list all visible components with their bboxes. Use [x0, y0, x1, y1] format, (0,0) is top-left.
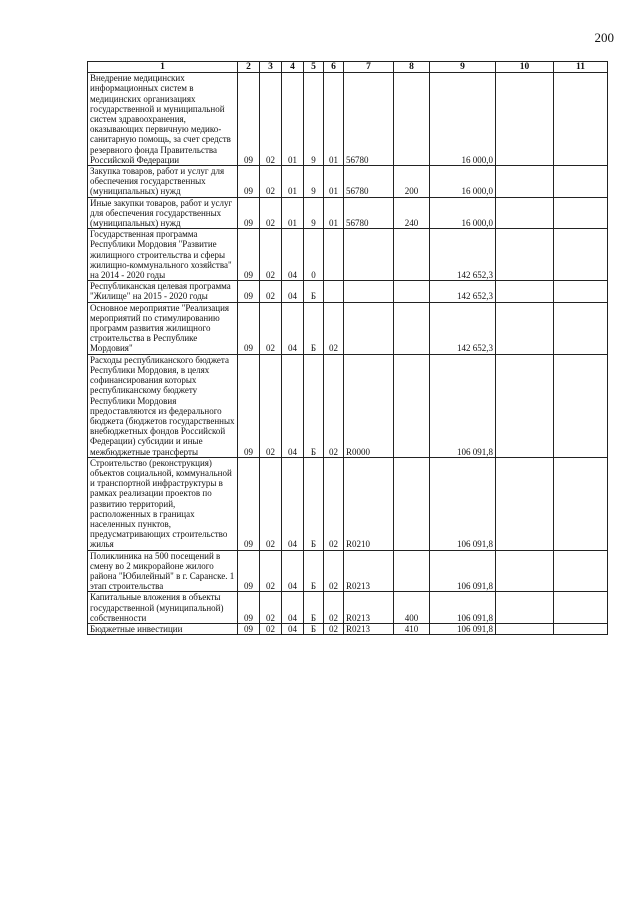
- row-c11: [554, 281, 608, 302]
- budget-table: [87, 61, 608, 635]
- header-col-10: 10: [496, 62, 554, 73]
- row-c2: 09: [238, 550, 260, 592]
- header-row: [88, 62, 608, 73]
- row-c9: 16 000,0: [430, 166, 496, 198]
- row-c8: 400: [394, 592, 430, 624]
- row-c10: [496, 457, 554, 550]
- row-c3: 02: [260, 623, 282, 634]
- row-c4: 01: [282, 73, 304, 166]
- row-c6: 01: [324, 166, 344, 198]
- row-c2: 09: [238, 166, 260, 198]
- row-c6: [324, 281, 344, 302]
- row-c5: Б: [304, 354, 324, 457]
- row-c7: R0210: [344, 457, 394, 550]
- row-c11: [554, 73, 608, 166]
- row-c2: 09: [238, 592, 260, 624]
- row-c10: [496, 197, 554, 229]
- row-c8: 240: [394, 197, 430, 229]
- row-name: Иные закупки товаров, работ и услуг для обеспечения государственных (муниципальных) нужд: [88, 197, 238, 229]
- row-c7: R0213: [344, 550, 394, 592]
- table-row: [88, 550, 608, 592]
- row-c6: 02: [324, 592, 344, 624]
- table-row: [88, 354, 608, 457]
- row-c8: [394, 229, 430, 281]
- row-c3: 02: [260, 197, 282, 229]
- header-col-5: 5: [304, 62, 324, 73]
- row-c3: 02: [260, 302, 282, 354]
- row-c11: [554, 623, 608, 634]
- row-c6: [324, 229, 344, 281]
- row-c5: Б: [304, 550, 324, 592]
- row-c2: 09: [238, 302, 260, 354]
- row-c5: 9: [304, 197, 324, 229]
- row-c8: [394, 302, 430, 354]
- row-c9: 106 091,8: [430, 592, 496, 624]
- row-c3: 02: [260, 354, 282, 457]
- row-c9: 16 000,0: [430, 197, 496, 229]
- table-row: [88, 73, 608, 166]
- row-c11: [554, 197, 608, 229]
- row-c7: R0213: [344, 623, 394, 634]
- row-c10: [496, 354, 554, 457]
- row-c4: 04: [282, 457, 304, 550]
- row-c3: 02: [260, 229, 282, 281]
- row-c10: [496, 592, 554, 624]
- row-c11: [554, 550, 608, 592]
- row-c11: [554, 457, 608, 550]
- row-c8: [394, 281, 430, 302]
- table-row: [88, 592, 608, 624]
- table-row: [88, 197, 608, 229]
- table-row: [88, 623, 608, 634]
- row-c4: 01: [282, 166, 304, 198]
- row-c6: 02: [324, 302, 344, 354]
- row-c6: 02: [324, 550, 344, 592]
- row-c2: 09: [238, 229, 260, 281]
- row-c2: 09: [238, 73, 260, 166]
- row-c3: 02: [260, 457, 282, 550]
- header-col-3: 3: [260, 62, 282, 73]
- row-c7: 56780: [344, 197, 394, 229]
- row-c10: [496, 73, 554, 166]
- header-col-2: 2: [238, 62, 260, 73]
- row-name: Строительство (реконструкция) объектов социальной, коммунальной и транспортной инфраструктуры в рамках реализации проектов по развитию территорий, расположенных в границах населенных пунктов, предусматривающих строительство жилья: [88, 457, 238, 550]
- row-name: Основное мероприятие "Реализация мероприятий по стимулированию программ развития жилищного строительства в Республике Мордовия": [88, 302, 238, 354]
- row-c9: 106 091,8: [430, 550, 496, 592]
- row-c7: R0213: [344, 592, 394, 624]
- row-c10: [496, 550, 554, 592]
- row-c3: 02: [260, 166, 282, 198]
- row-c8: 410: [394, 623, 430, 634]
- row-c3: 02: [260, 281, 282, 302]
- row-name: Закупка товаров, работ и услуг для обеспечения государственных (муниципальных) нужд: [88, 166, 238, 198]
- row-c6: 01: [324, 73, 344, 166]
- row-c4: 04: [282, 302, 304, 354]
- row-c3: 02: [260, 550, 282, 592]
- header-col-9: 9: [430, 62, 496, 73]
- row-c6: 02: [324, 457, 344, 550]
- row-c4: 04: [282, 354, 304, 457]
- header-col-1: 1: [88, 62, 238, 73]
- row-c2: 09: [238, 457, 260, 550]
- row-c4: 01: [282, 197, 304, 229]
- row-c6: 01: [324, 197, 344, 229]
- row-c8: [394, 550, 430, 592]
- table-row: [88, 166, 608, 198]
- row-c5: Б: [304, 281, 324, 302]
- row-name: Бюджетные инвестиции: [88, 623, 238, 634]
- row-c7: [344, 281, 394, 302]
- row-c2: 09: [238, 197, 260, 229]
- row-c7: [344, 302, 394, 354]
- row-c5: Б: [304, 623, 324, 634]
- header-col-4: 4: [282, 62, 304, 73]
- table-row: [88, 229, 608, 281]
- row-c10: [496, 166, 554, 198]
- row-c11: [554, 354, 608, 457]
- row-c6: 02: [324, 623, 344, 634]
- row-c8: [394, 354, 430, 457]
- table-row: [88, 281, 608, 302]
- table-row: [88, 302, 608, 354]
- header-col-6: 6: [324, 62, 344, 73]
- row-c11: [554, 592, 608, 624]
- row-c9: 142 652,3: [430, 229, 496, 281]
- row-name: Внедрение медицинских информационных систем в медицинских организациях государственной и муниципальной систем здравоохранения, оказывающих первичную медико-санитарную помощь, за счет средств резервного фонда Правительства Российской Федерации: [88, 73, 238, 166]
- row-c9: 16 000,0: [430, 73, 496, 166]
- row-c11: [554, 166, 608, 198]
- row-c9: 106 091,8: [430, 354, 496, 457]
- row-c5: 9: [304, 166, 324, 198]
- row-c6: 02: [324, 354, 344, 457]
- row-c5: 9: [304, 73, 324, 166]
- row-c4: 04: [282, 623, 304, 634]
- page-number: 200: [594, 30, 614, 45]
- row-c7: 56780: [344, 166, 394, 198]
- row-c11: [554, 302, 608, 354]
- row-name: Расходы республиканского бюджета Республики Мордовия, в целях софинансирования которых республиканскому бюджету Республики Мордовия предоставляются из федерального бюджета (бюджетов государственных внебюджетных фондов Российской Федерации) субсидии и иные межбюджетные трансферты: [88, 354, 238, 457]
- row-c4: 04: [282, 229, 304, 281]
- row-c4: 04: [282, 592, 304, 624]
- row-c4: 04: [282, 550, 304, 592]
- row-c9: 106 091,8: [430, 457, 496, 550]
- row-c2: 09: [238, 354, 260, 457]
- header-col-11: 11: [554, 62, 608, 73]
- row-name: Республиканская целевая программа "Жилище" на 2015 - 2020 годы: [88, 281, 238, 302]
- row-c5: 0: [304, 229, 324, 281]
- row-c10: [496, 302, 554, 354]
- row-c11: [554, 229, 608, 281]
- row-c5: Б: [304, 457, 324, 550]
- row-c5: Б: [304, 592, 324, 624]
- table-row: [88, 457, 608, 550]
- row-c10: [496, 281, 554, 302]
- row-c7: 56780: [344, 73, 394, 166]
- row-c2: 09: [238, 623, 260, 634]
- row-name: Поликлиника на 500 посещений в смену во 2 микрорайоне жилого района "Юбилейный" в г. Саранске. 1 этап строительства: [88, 550, 238, 592]
- row-c3: 02: [260, 73, 282, 166]
- row-c8: [394, 457, 430, 550]
- row-c2: 09: [238, 281, 260, 302]
- row-c7: [344, 229, 394, 281]
- row-c9: 142 652,3: [430, 302, 496, 354]
- row-c9: 142 652,3: [430, 281, 496, 302]
- row-name: Капитальные вложения в объекты государственной (муниципальной) собственности: [88, 592, 238, 624]
- row-c8: [394, 73, 430, 166]
- row-c7: R0000: [344, 354, 394, 457]
- row-c10: [496, 623, 554, 634]
- row-name: Государственная программа Республики Мордовия "Развитие жилищного строительства и сферы жилищно-коммунального хозяйства" на 2014 - 2020 годы: [88, 229, 238, 281]
- row-c8: 200: [394, 166, 430, 198]
- header-col-8: 8: [394, 62, 430, 73]
- row-c4: 04: [282, 281, 304, 302]
- row-c10: [496, 229, 554, 281]
- row-c9: 106 091,8: [430, 623, 496, 634]
- table-header: [88, 62, 608, 73]
- row-c5: Б: [304, 302, 324, 354]
- table-body: [88, 73, 608, 635]
- header-col-7: 7: [344, 62, 394, 73]
- row-c3: 02: [260, 592, 282, 624]
